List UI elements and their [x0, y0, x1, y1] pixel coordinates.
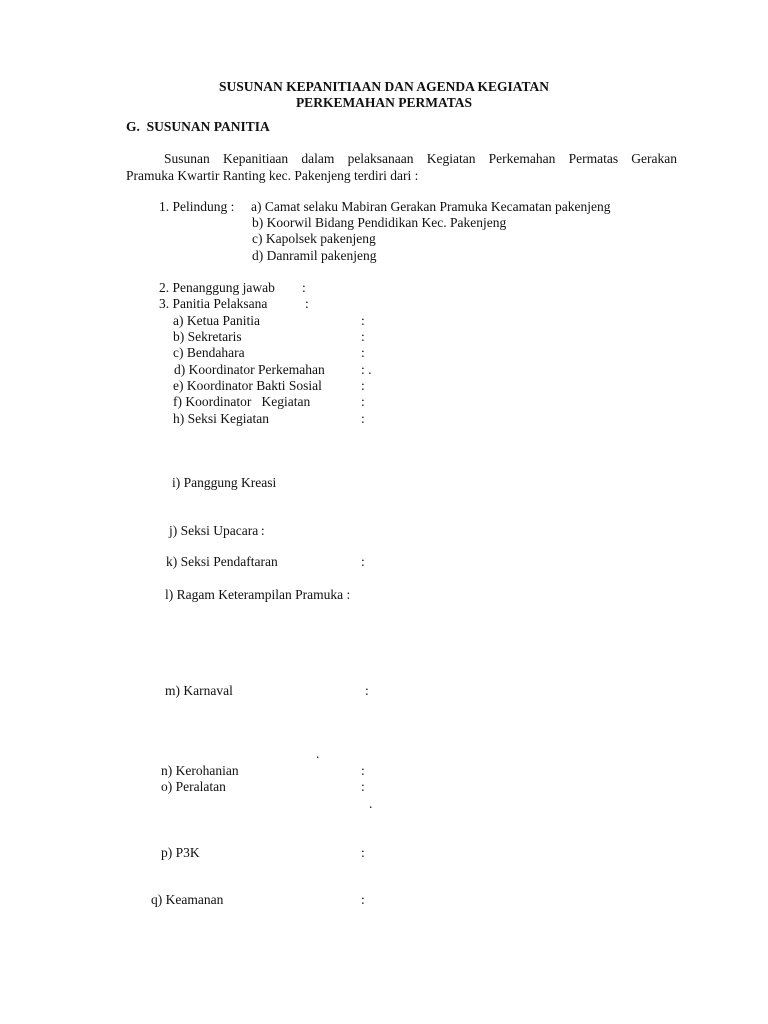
seksi-kegiatan-colon: : — [361, 411, 365, 426]
koordinator-kegiatan-colon: : — [361, 394, 365, 409]
koordinator-perkemahan-label: d) Koordinator Perkemahan — [174, 362, 325, 377]
intro-paragraph — [126, 150, 677, 184]
koordinator-perkemahan-colon: : . — [361, 362, 372, 377]
kerohanian-colon: : — [361, 763, 365, 778]
seksi-pendaftaran-label: k) Seksi Pendaftaran — [166, 554, 278, 569]
keamanan-label: q) Keamanan — [151, 892, 224, 907]
pelindung-item-a: a) Camat selaku Mabiran Gerakan Pramuka Kecamatan pakenjeng — [251, 199, 611, 214]
penanggung-jawab-label: 2. Penanggung jawab — [159, 280, 275, 295]
koordinator-bakti-sosial-label: e) Koordinator Bakti Sosial — [173, 378, 322, 393]
panitia-pelaksana-colon: : — [305, 296, 309, 311]
stray-dot-2: . — [369, 796, 373, 811]
ketua-panitia-colon: : — [361, 313, 365, 328]
panitia-pelaksana-label: 3. Panitia Pelaksana — [159, 296, 268, 311]
ketua-panitia-label: a) Ketua Panitia — [173, 313, 260, 328]
peralatan-colon: : — [361, 779, 365, 794]
seksi-kegiatan-label: h) Seksi Kegiatan — [173, 411, 269, 426]
pelindung-item-b: b) Koorwil Bidang Pendidikan Kec. Pakenjeng — [252, 215, 507, 230]
intro-line-2: Pramuka Kwartir Ranting kec. Pakenjeng terdiri dari : — [126, 168, 419, 183]
karnaval-colon: : — [365, 683, 369, 698]
koordinator-kegiatan-label: f) Koordinator Kegiatan — [173, 394, 311, 409]
koordinator-bakti-sosial-colon: : — [361, 378, 365, 393]
p3k-label: p) P3K — [161, 845, 200, 860]
sekretaris-label: b) Sekretaris — [173, 329, 242, 344]
bendahara-label: c) Bendahara — [173, 345, 245, 360]
penanggung-jawab-colon: : — [302, 280, 306, 295]
p3k-colon: : — [361, 845, 365, 860]
pelindung-item-d: d) Danramil pakenjeng — [252, 248, 377, 263]
document-title-line-1: SUSUNAN KEPANITIAAN DAN AGENDA KEGIATAN — [218, 79, 550, 94]
seksi-upacara-label: j) Seksi Upacara : — [169, 523, 265, 538]
sekretaris-colon: : — [361, 329, 365, 344]
pelindung-label: 1. Pelindung : — [159, 199, 235, 214]
kerohanian-label: n) Kerohanian — [161, 763, 239, 778]
document-title-line-2: PERKEMAHAN PERMATAS — [295, 95, 473, 110]
keamanan-colon: : — [361, 892, 365, 907]
ragam-keterampilan-label: l) Ragam Keterampilan Pramuka : — [165, 587, 351, 602]
peralatan-label: o) Peralatan — [161, 779, 226, 794]
karnaval-label: m) Karnaval — [165, 683, 233, 698]
panggung-kreasi-label: i) Panggung Kreasi — [172, 475, 277, 490]
seksi-pendaftaran-colon: : — [361, 554, 365, 569]
stray-dot-1: . — [316, 746, 320, 761]
bendahara-colon: : — [361, 345, 365, 360]
section-g-heading: G. SUSUNAN PANITIA — [126, 119, 270, 134]
intro-line-1: Susunan Kepanitiaan dalam pelaksanaan Kegiatan Perkemahan Permatas Gerakan — [164, 151, 677, 166]
pelindung-item-c: c) Kapolsek pakenjeng — [252, 231, 376, 246]
